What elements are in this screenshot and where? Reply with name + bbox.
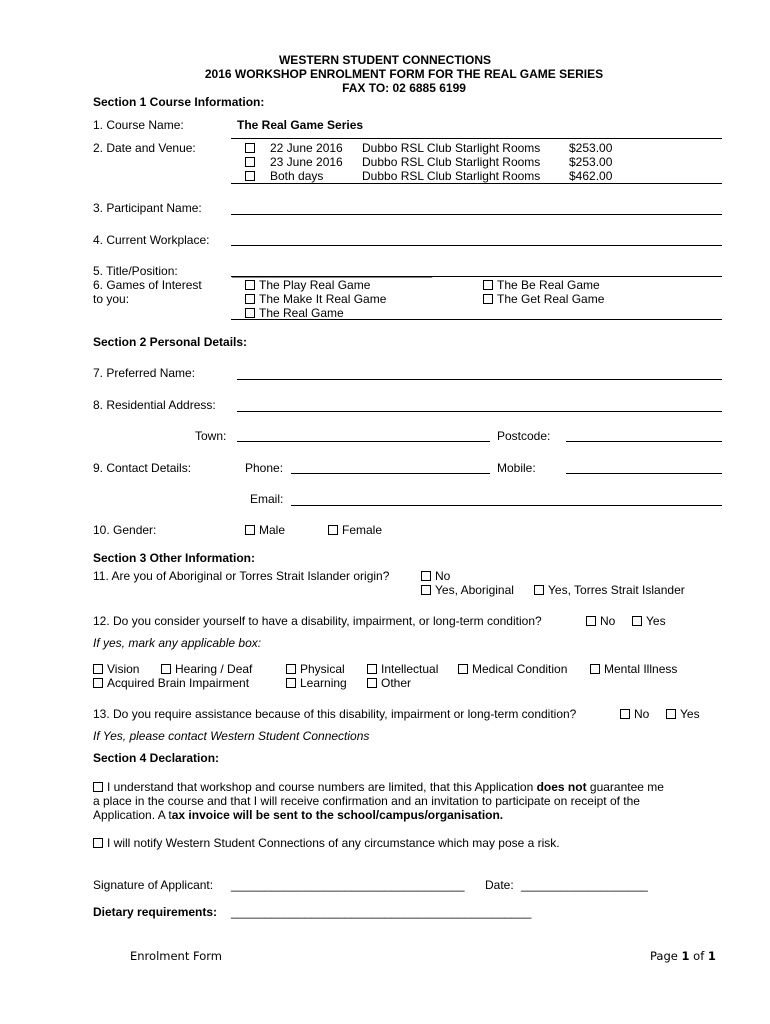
q13-option-no[interactable]: [620, 707, 649, 721]
price-2: $253.00: [569, 155, 613, 169]
disability-label: Acquired Brain Impairment: [107, 676, 250, 690]
page-total: 1: [707, 949, 716, 963]
preferred-name-field[interactable]: [237, 379, 722, 380]
checkbox-icon[interactable]: [245, 294, 255, 304]
page-prefix: Page: [650, 949, 682, 963]
participant-name-field[interactable]: [231, 214, 722, 215]
checkbox-icon[interactable]: [161, 664, 171, 674]
q11-text: 11. Are you of Aboriginal or Torres Strait Islander origin?: [93, 569, 390, 583]
postcode-field[interactable]: [566, 441, 722, 442]
disability-label: Mental Illness: [604, 662, 678, 676]
gender-option-female[interactable]: [328, 523, 382, 537]
date-label: Date:: [485, 878, 514, 892]
q11-option-no[interactable]: [421, 569, 450, 583]
q12-note: If yes, mark any applicable box:: [93, 636, 262, 650]
town-label: Town:: [195, 429, 227, 443]
date-option-3[interactable]: [245, 169, 259, 183]
checkbox-icon[interactable]: [421, 585, 431, 595]
phone-label: Phone:: [245, 461, 284, 475]
checkbox-icon[interactable]: [245, 308, 255, 318]
checkbox-icon[interactable]: [93, 678, 103, 688]
form-title: 2016 WORKSHOP ENROLMENT FORM FOR THE REAL GAME SERIES: [204, 67, 604, 81]
disability-label: Hearing / Deaf: [175, 662, 253, 676]
section4-heading: Section 4 Declaration:: [93, 751, 220, 765]
q13-note: If Yes, please contact Western Student Connections: [93, 729, 370, 743]
game-option-real[interactable]: [245, 306, 344, 320]
declaration-2[interactable]: [93, 836, 560, 850]
title-position-rule: [231, 276, 722, 277]
email-field[interactable]: [291, 505, 722, 506]
date-3: Both days: [270, 169, 324, 183]
disability-intellectual[interactable]: [367, 662, 438, 676]
dietary-field[interactable]: _____________________________________________: [231, 905, 532, 919]
decl1-bold: does not: [536, 780, 587, 794]
gender-option-label: Male: [259, 523, 286, 537]
q11-option-aboriginal[interactable]: [421, 583, 514, 597]
venue-1: Dubbo RSL Club Starlight Rooms: [362, 141, 541, 155]
checkbox-icon[interactable]: [245, 525, 255, 535]
address-label: 8. Residential Address:: [93, 398, 216, 412]
decl1-text-b: guarantee me: [586, 780, 664, 794]
checkbox-icon[interactable]: [245, 157, 255, 167]
games-label-line2: to you:: [93, 292, 130, 306]
org-name: WESTERN STUDENT CONNECTIONS: [278, 53, 491, 67]
option-label: Yes: [680, 707, 700, 721]
signature-label: Signature of Applicant:: [93, 878, 214, 892]
game-label: The Make It Real Game: [259, 292, 387, 306]
checkbox-icon[interactable]: [534, 585, 544, 595]
course-name-label: 1. Course Name:: [93, 118, 184, 132]
date-1: 22 June 2016: [270, 141, 343, 155]
checkbox-icon[interactable]: [286, 678, 296, 688]
checkbox-icon[interactable]: [93, 838, 103, 848]
option-label: Yes, Torres Strait Islander: [548, 583, 685, 597]
title-position-field[interactable]: ______________________________: [232, 264, 433, 278]
disability-label: Intellectual: [381, 662, 439, 676]
option-label: No: [435, 569, 451, 583]
game-option-be[interactable]: [483, 278, 600, 292]
disability-learning[interactable]: [286, 676, 347, 690]
checkbox-icon[interactable]: [286, 664, 296, 674]
game-option-play[interactable]: [245, 278, 370, 292]
course-name-value: The Real Game Series: [237, 118, 364, 132]
price-3: $462.00: [569, 169, 613, 183]
checkbox-icon[interactable]: [367, 664, 377, 674]
gender-option-label: Female: [342, 523, 383, 537]
checkbox-icon[interactable]: [245, 280, 255, 290]
disability-label: Medical Condition: [472, 662, 568, 676]
phone-field[interactable]: [291, 473, 490, 474]
decl1-line2: a place in the course and that I will receive confirmation and an invitation to participate on receipt of the: [93, 794, 640, 808]
page-current: 1: [681, 949, 690, 963]
checkbox-icon[interactable]: [245, 143, 255, 153]
title-position-label: 5. Title/Position:: [93, 264, 178, 278]
section1-heading: Section 1 Course Information:: [93, 95, 265, 109]
dietary-label: Dietary requirements:: [93, 905, 218, 919]
game-option-make-it[interactable]: [245, 292, 386, 306]
q13-option-yes[interactable]: [666, 707, 700, 721]
footer-title: Enrolment Form: [130, 949, 222, 963]
checkbox-icon[interactable]: [483, 280, 493, 290]
date-2: 23 June 2016: [270, 155, 343, 169]
game-label: The Be Real Game: [497, 278, 600, 292]
town-field[interactable]: [237, 441, 490, 442]
section2-heading: Section 2 Personal Details:: [93, 335, 248, 349]
venue-3: Dubbo RSL Club Starlight Rooms: [362, 169, 541, 183]
decl2-text: I will notify Western Student Connections of any circumstance which may pose a risk.: [107, 836, 560, 850]
disability-label: Learning: [300, 676, 347, 690]
postcode-label: Postcode:: [497, 429, 551, 443]
decl1-text-a: I understand that workshop and course numbers are limited, that this Application: [107, 780, 537, 794]
checkbox-icon[interactable]: [93, 782, 103, 792]
mobile-label: Mobile:: [497, 461, 536, 475]
page-number: [650, 949, 716, 963]
q12-option-yes[interactable]: [632, 614, 666, 628]
workplace-field[interactable]: [231, 245, 722, 246]
games-rule: [231, 319, 722, 320]
signature-field[interactable]: ___________________________________: [231, 878, 465, 892]
disability-hearing[interactable]: [161, 662, 252, 676]
q11-option-torres-strait[interactable]: [534, 583, 685, 597]
email-label: Email:: [250, 492, 284, 506]
decl1-line3: [93, 808, 503, 822]
disability-mental-illness[interactable]: [590, 662, 677, 676]
checkbox-icon[interactable]: [367, 678, 377, 688]
workplace-label: 4. Current Workplace:: [93, 233, 210, 247]
checkbox-icon[interactable]: [586, 616, 596, 626]
game-option-get[interactable]: [483, 292, 604, 306]
address-field[interactable]: [237, 411, 722, 412]
contact-details-label: 9. Contact Details:: [93, 461, 192, 475]
preferred-name-label: 7. Preferred Name:: [93, 366, 196, 380]
disability-label: Vision: [107, 662, 140, 676]
game-label: The Real Game: [259, 306, 344, 320]
date-option-2[interactable]: [245, 155, 259, 169]
disability-medical[interactable]: [458, 662, 567, 676]
game-label: The Play Real Game: [259, 278, 371, 292]
disability-other[interactable]: [367, 676, 411, 690]
option-label: No: [600, 614, 616, 628]
date-venue-rule: [231, 183, 722, 184]
disability-label: Physical: [300, 662, 345, 676]
checkbox-icon[interactable]: [93, 664, 103, 674]
checkbox-icon[interactable]: [483, 294, 493, 304]
date-field[interactable]: ___________________: [521, 878, 648, 892]
decl1-line3-bold: ax invoice will be sent to the school/campus/organisation.: [171, 808, 504, 822]
disability-label: Other: [381, 676, 412, 690]
option-label: No: [634, 707, 650, 721]
game-label: The Get Real Game: [497, 292, 605, 306]
checkbox-icon[interactable]: [245, 171, 255, 181]
gender-option-male[interactable]: [245, 523, 285, 537]
price-1: $253.00: [569, 141, 613, 155]
disability-brain-impairment[interactable]: [93, 676, 249, 690]
participant-label: 3. Participant Name:: [93, 201, 202, 215]
mobile-field[interactable]: [566, 473, 722, 474]
checkbox-icon[interactable]: [328, 525, 338, 535]
games-label-line1: 6. Games of Interest: [93, 278, 202, 292]
option-label: Yes: [646, 614, 666, 628]
q12-text: 12. Do you consider yourself to have a disability, impairment, or long-term condition?: [93, 614, 542, 628]
q13-text: 13. Do you require assistance because of this disability, impairment or long-term condition?: [93, 707, 577, 721]
date-venue-label: 2. Date and Venue:: [93, 141, 196, 155]
disability-physical[interactable]: [286, 662, 345, 676]
declaration-1[interactable]: [93, 780, 664, 794]
decl1-line3-text: Application. A t: [93, 808, 172, 822]
disability-vision[interactable]: [93, 662, 139, 676]
q12-option-no[interactable]: [586, 614, 615, 628]
date-option-1[interactable]: [245, 141, 259, 155]
section3-heading: Section 3 Other Information:: [93, 551, 256, 565]
checkbox-icon[interactable]: [421, 571, 431, 581]
page-of: of: [689, 949, 708, 963]
gender-label: 10. Gender:: [93, 523, 157, 537]
course-name-rule: [231, 138, 722, 139]
venue-2: Dubbo RSL Club Starlight Rooms: [362, 155, 541, 169]
fax-number: FAX TO: 02 6885 6199: [342, 81, 466, 95]
checkbox-icon[interactable]: [458, 664, 468, 674]
checkbox-icon[interactable]: [632, 616, 642, 626]
checkbox-icon[interactable]: [666, 709, 676, 719]
option-label: Yes, Aboriginal: [435, 583, 514, 597]
checkbox-icon[interactable]: [620, 709, 630, 719]
checkbox-icon[interactable]: [590, 664, 600, 674]
